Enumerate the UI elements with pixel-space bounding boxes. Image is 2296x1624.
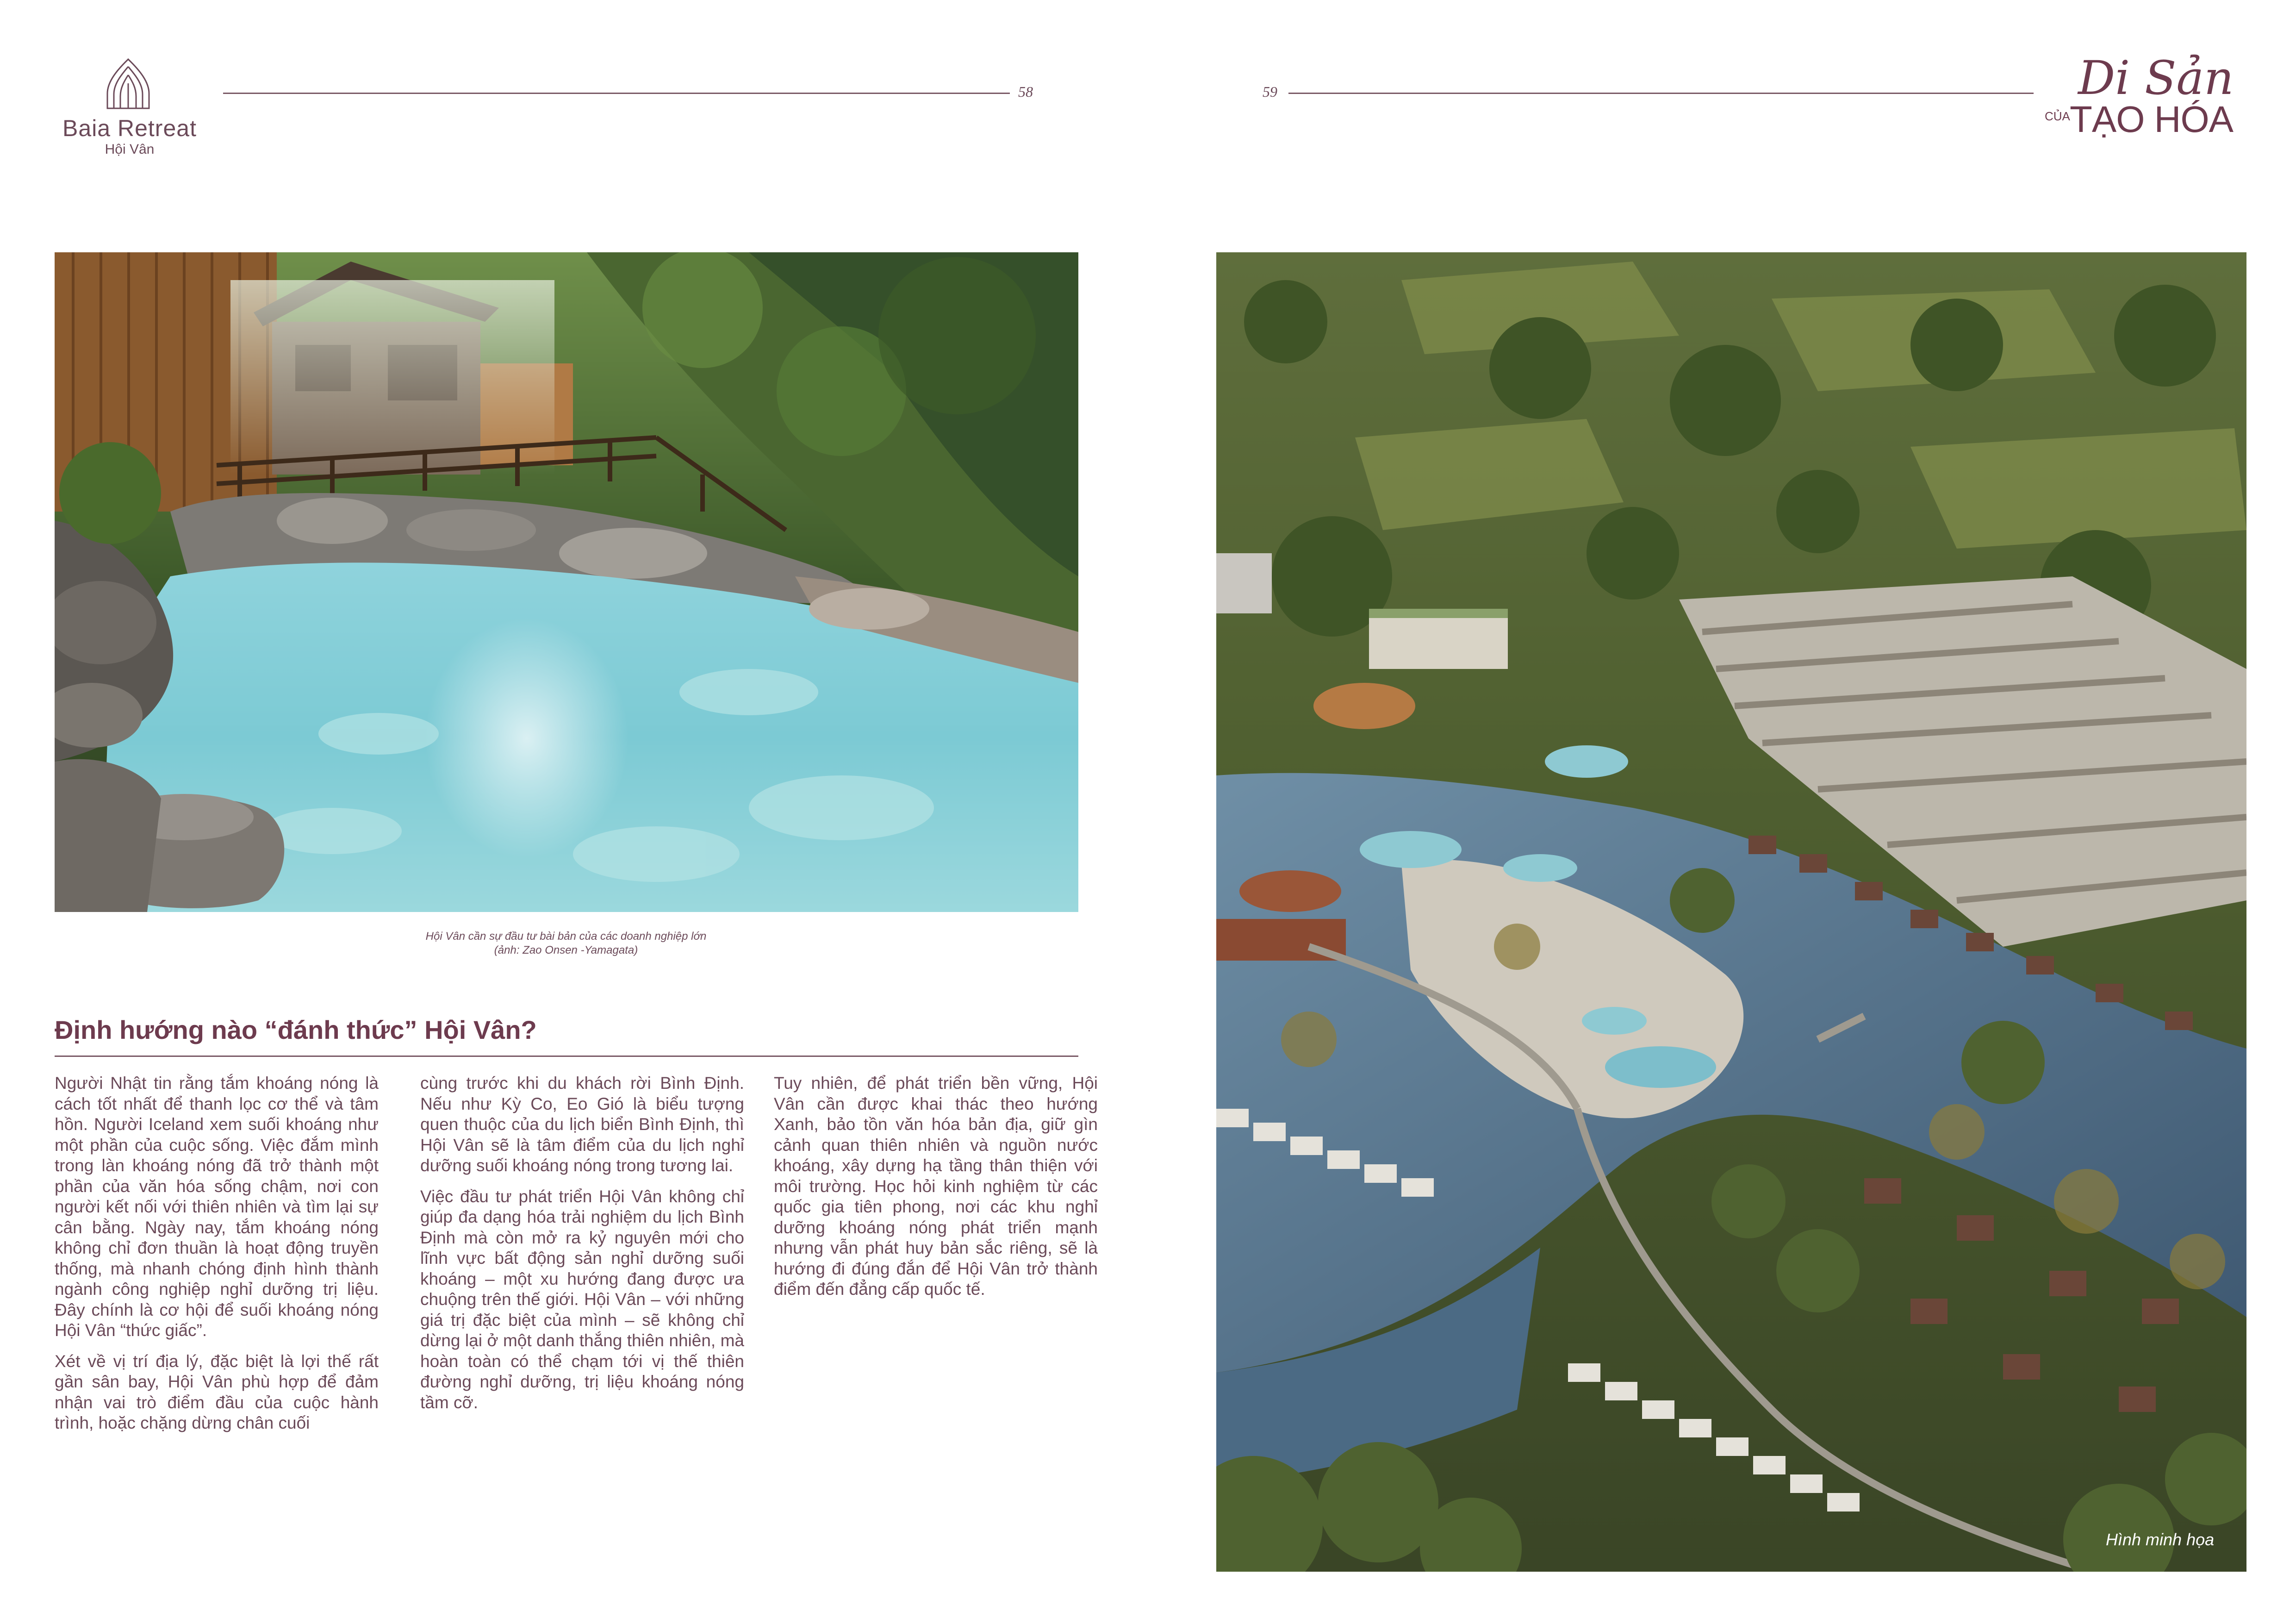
header-rule-right bbox=[1288, 93, 2034, 94]
header-rule-left bbox=[223, 93, 1010, 94]
onsen-photo bbox=[55, 252, 1078, 912]
paragraph: cùng trước khi du khách rời Bình Định. Nếu như Kỳ Co, Eo Gió là biểu tượng quen thuộc của du lịch biển Bình Định, thì Hội Vân sẽ là tâm điểm của du lịch nghỉ dưỡng suối khoáng nóng trong tương lai. bbox=[420, 1074, 744, 1175]
aerial-resort-render bbox=[1216, 252, 2246, 1572]
brand-location: Hội Vân bbox=[105, 142, 155, 157]
article-heading: Định hướng nào “đánh thức” Hội Vân? bbox=[55, 1015, 537, 1044]
page-number-right: 59 bbox=[1263, 83, 1277, 100]
photo-caption-line2: (ảnh: Zao Onsen -Yamagata) bbox=[494, 944, 638, 956]
series-title-small: CỦA bbox=[2045, 109, 2070, 123]
paragraph: Xét về vị trí địa lý, đặc biệt là lợi thế rất gần sân bay, Hội Vân phù hợp để đảm nhận vai trò điểm đầu của cuộc hành trình, hoặc chặng dừng chân cuối bbox=[55, 1351, 379, 1432]
series-title-script: Di Sản bbox=[2078, 51, 2234, 105]
illustration-note: Hình minh họa bbox=[2106, 1530, 2215, 1549]
series-title-main: TẠO HÓA bbox=[2070, 99, 2234, 140]
photo-caption-line1: Hội Vân cần sự đầu tư bài bản của các doanh nghiệp lớn bbox=[425, 930, 707, 943]
page-number-left: 58 bbox=[1018, 83, 1033, 100]
paragraph: Người Nhật tin rằng tắm khoáng nóng là cách tốt nhất để thanh lọc cơ thể và tâm hồn. Người Iceland xem suối khoáng như một phần của cuộc sống. Việc đắm mình trong làn khoáng nóng đã trở thành một phần của văn hóa sống chậm, nơi con người kết nối với thiên nhiên và tìm lại sự cân bằng. Ngày nay, tắm khoáng nóng không chỉ đơn thuần là hoạt động truyền thống, mà nhanh chóng định hình thành ngành công nghiệp nghỉ dưỡng trị liệu. Đây chính là cơ hội để suối khoáng nóng Hội Vân “thức giấc”. bbox=[55, 1074, 379, 1340]
paragraph: Tuy nhiên, để phát triển bền vững, Hội Vân cần được khai thác theo hướng Xanh, bảo tồn văn hóa bản địa, giữ gìn cảnh quan thiên nhiên và nguồn nước khoáng, xây dựng hạ tầng thân thiện với môi trường. Học hỏi kinh nghiệm từ các quốc gia tiên phong, nơi các khu nghỉ dưỡng khoáng nóng phát triển mạnh nhưng vẫn phát huy bản sắc riêng, sẽ là hướng đi đúng đắn để Hội Vân trở thành điểm đến đẳng cấp quốc tế. bbox=[774, 1074, 1098, 1299]
brand-name: Baia Retreat bbox=[62, 115, 197, 141]
article-column-1 bbox=[55, 1073, 379, 1444]
baia-logo-icon bbox=[103, 56, 154, 111]
article-column-3 bbox=[774, 1073, 1098, 1310]
heading-rule bbox=[55, 1056, 1078, 1057]
paragraph: Việc đầu tư phát triển Hội Vân không chỉ giúp đa dạng hóa trải nghiệm du lịch Bình Định mà còn mở ra kỷ nguyên mới cho lĩnh vực bất động sản nghỉ dưỡng suối khoáng – một xu hướng đang được ưa chuộng trên thế giới. Hội Vân – với những giá trị đặc biệt của mình – sẽ không chỉ dừng lại ở một danh thắng thiên nhiên, mà hoàn toàn có thể chạm tới vị thế thiên đường nghỉ dưỡng, trị liệu khoáng nóng tầm cỡ. bbox=[420, 1187, 744, 1412]
article-column-2 bbox=[420, 1073, 744, 1423]
